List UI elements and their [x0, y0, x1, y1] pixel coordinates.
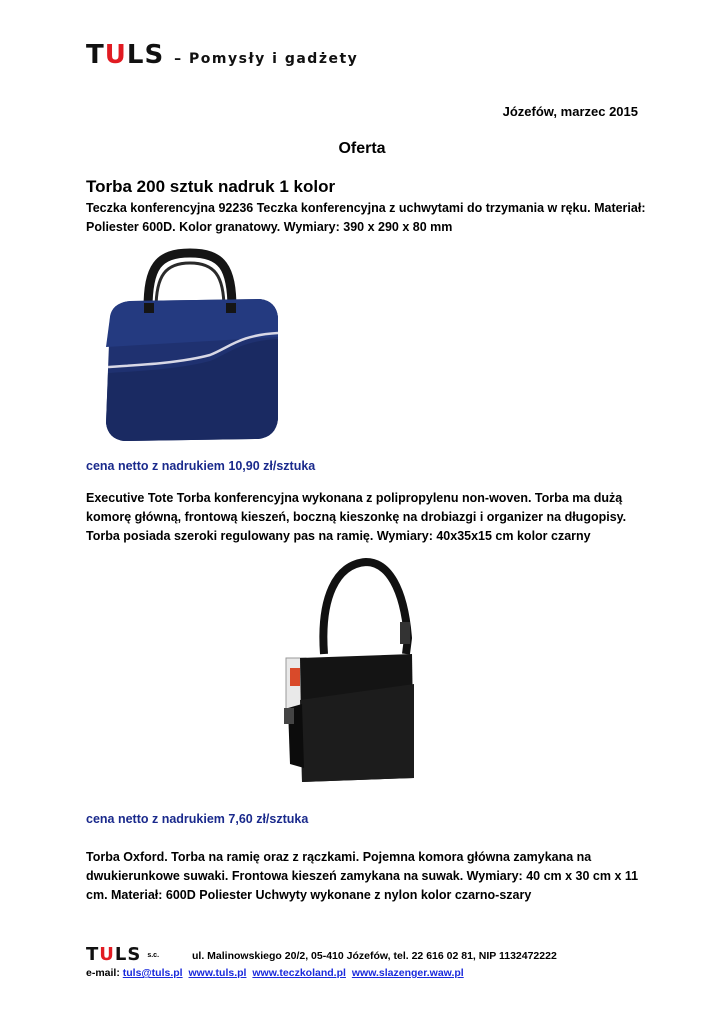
date-line: Józefów, marzec 2015 — [502, 104, 638, 119]
product-1-image — [100, 247, 282, 445]
handle-tab-right — [226, 303, 236, 313]
footer-email-label: e-mail: — [86, 967, 120, 979]
product-2-price: cena netto z nadrukiem 7,60 zł/sztuka — [86, 812, 309, 826]
email-link[interactable]: tuls@tuls.pl — [122, 967, 183, 979]
strap-buckle — [400, 622, 410, 644]
product-1-description: Teczka konferencyjna 92236 Teczka konferencyjna z uchwytami do trzymania w ręku. Materiał: Poliester 600D. Kolor granatowy. Wymiary: 390 x 290 x 80 mm — [86, 201, 646, 234]
product-1-heading: Torba 200 sztuk nadruk 1 kolor — [86, 177, 336, 196]
product-2-description: Executive Tote Torba konferencyjna wykonana z polipropylenu non-woven. Torba ma dużą komorę główną, frontową kieszeń, boczną kieszonkę na drobiazgi i organizer na długopisy. Torba posiada szeroki regulowany pas na ramię. Wymiary: 40x35x15 cm kolor czarny — [86, 491, 627, 543]
offer-title: Oferta — [338, 140, 386, 157]
logo-tagline: – Pomysły i gadżety — [174, 51, 359, 67]
bag-strap — [323, 562, 408, 654]
footer-company-type: s.c. — [147, 952, 160, 960]
product-1-price: cena netto z nadrukiem 10,90 zł/sztuka — [86, 459, 316, 473]
website-link-tuls[interactable]: www.tuls.pl — [188, 967, 247, 979]
website-link-teczkoland[interactable]: www.teczkoland.pl — [252, 967, 346, 979]
website-link-slazenger[interactable]: www.slazenger.waw.pl — [351, 967, 464, 979]
product-3-description: Torba Oxford. Torba na ramię oraz z rączkami. Pojemna komora główna zamykana na dwukierunkowe suwaki. Frontowa kieszeń zamykana na suwak. Wymiary: 40 cm x 30 cm x 11 cm. Materiał: 600D Poliester Uchwyty wykonane z nylon kolor czarno-szary — [86, 850, 639, 902]
brochure-print — [290, 668, 300, 686]
footer-address: ul. Malinowskiego 20/2, 05-410 Józefów, tel. 22 616 02 81, NIP 1132472222 — [192, 950, 557, 962]
header-logo — [86, 40, 358, 70]
bag-front-pocket — [300, 684, 414, 782]
footer-logo — [86, 944, 159, 965]
footer-logo-wordmark: TULS — [86, 944, 142, 965]
logo-wordmark: TULS — [86, 40, 165, 70]
footer-contacts — [86, 967, 467, 979]
handle-tab-left — [144, 303, 154, 313]
product-2-image — [280, 558, 420, 786]
side-pen — [284, 708, 294, 724]
